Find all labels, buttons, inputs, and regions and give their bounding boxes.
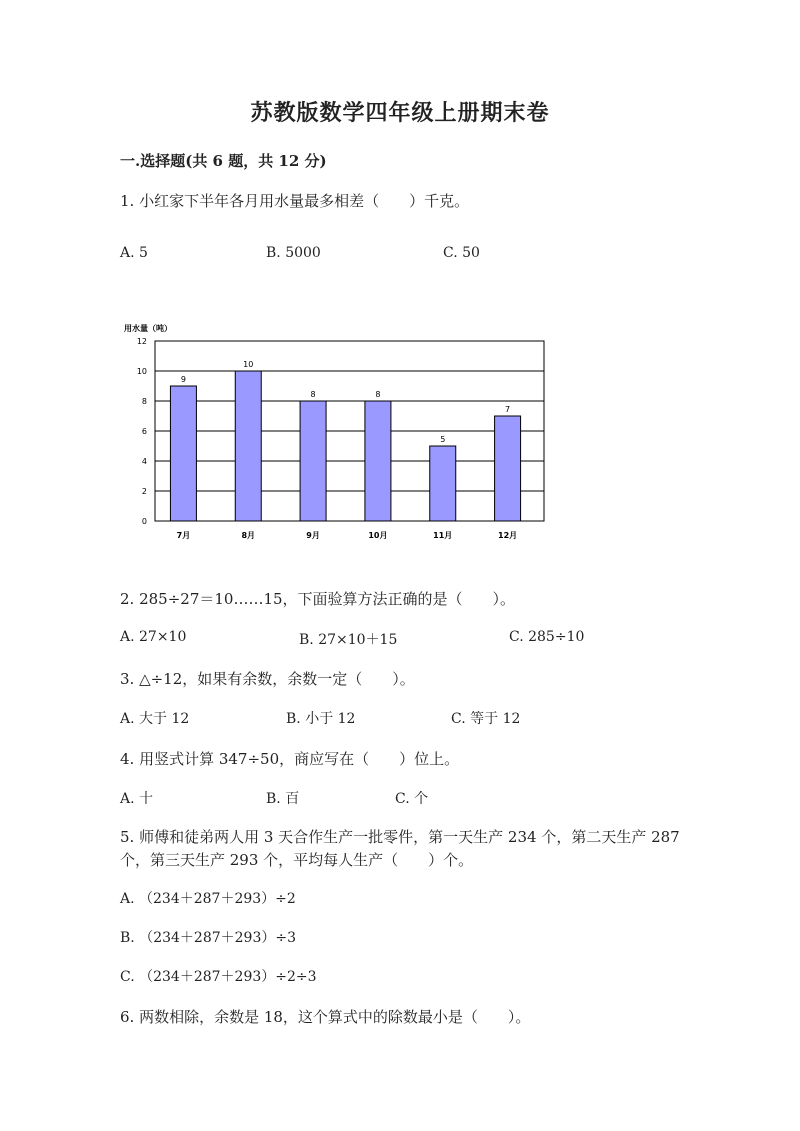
chart-bar [365, 401, 391, 521]
q3-option-a[interactable]: A. 大于 12 [120, 711, 190, 727]
chart-x-tick-label: 10月 [368, 531, 388, 540]
chart-data-label: 10 [243, 360, 254, 369]
chart-data-label: 9 [180, 375, 186, 384]
chart-y-tick-label: 12 [136, 337, 147, 346]
q5-option-b[interactable]: B. （234＋287＋293）÷3 [120, 930, 296, 946]
chart-bar [430, 446, 456, 521]
question-6: 6. 两数相除，余数是 18，这个算式中的除数最小是（ ）。 [120, 1008, 531, 1026]
q3-option-c[interactable]: C. 等于 12 [451, 711, 521, 727]
water-usage-bar-chart [120, 320, 550, 545]
chart-data-label: 5 [440, 435, 446, 444]
question-2: 2. 285÷27＝10……15，下面验算方法正确的是（ ）。 [120, 590, 516, 608]
q1-option-b[interactable]: B. 5000 [266, 245, 321, 261]
chart-x-tick-label: 11月 [433, 531, 453, 540]
q1-option-c[interactable]: C. 50 [443, 245, 480, 261]
q4-option-b[interactable]: B. 百 [266, 791, 300, 807]
chart-x-tick-label: 8月 [241, 531, 256, 540]
chart-bar [235, 371, 261, 521]
q3-option-b[interactable]: B. 小于 12 [286, 711, 356, 727]
chart-bar [170, 386, 196, 521]
chart-x-tick-label: 7月 [176, 531, 191, 540]
question-4: 4. 用竖式计算 347÷50，商应写在（ ）位上。 [120, 750, 460, 768]
q4-option-c[interactable]: C. 个 [395, 791, 429, 807]
chart-y-tick-label: 2 [141, 487, 147, 496]
question-3: 3. △÷12，如果有余数，余数一定（ ）。 [120, 670, 415, 688]
chart-y-tick-label: 0 [141, 517, 147, 526]
q5-option-a[interactable]: A. （234＋287＋293）÷2 [120, 891, 296, 907]
chart-y-axis-label: 用水量（吨） [124, 324, 172, 333]
chart-data-label: 8 [375, 390, 381, 399]
question-1: 1. 小红家下半年各月用水量最多相差（ ）千克。 [120, 192, 470, 210]
section-heading: 一.选择题(共 6 题，共 12 分) [120, 152, 327, 170]
chart-y-tick-label: 10 [136, 367, 147, 376]
q5-option-c[interactable]: C. （234＋287＋293）÷2÷3 [120, 969, 317, 985]
chart-x-tick-label: 9月 [306, 531, 320, 540]
chart-bar [300, 401, 326, 521]
chart-bar [495, 416, 521, 521]
q2-option-c[interactable]: C. 285÷10 [509, 629, 585, 645]
q1-option-a[interactable]: A. 5 [120, 245, 148, 261]
chart-x-tick-label: 12月 [498, 531, 518, 540]
chart-y-tick-label: 8 [141, 397, 147, 406]
q2-option-b[interactable]: B. 27×10＋15 [299, 632, 398, 648]
chart-data-label: 8 [310, 390, 316, 399]
chart-y-tick-label: 4 [141, 457, 147, 466]
q4-option-a[interactable]: A. 十 [120, 791, 154, 807]
chart-data-label: 7 [505, 405, 511, 414]
question-5: 5. 师傅和徒弟两人用 3 天合作生产一批零件，第一天生产 234 个，第二天生产 287 个，第三天生产 293 个，平均每人生产（ ）个。 [120, 828, 680, 869]
chart-y-tick-label: 6 [141, 427, 147, 436]
page-title: 苏教版数学四年级上册期末卷 [250, 100, 550, 126]
q2-option-a[interactable]: A. 27×10 [120, 629, 187, 645]
